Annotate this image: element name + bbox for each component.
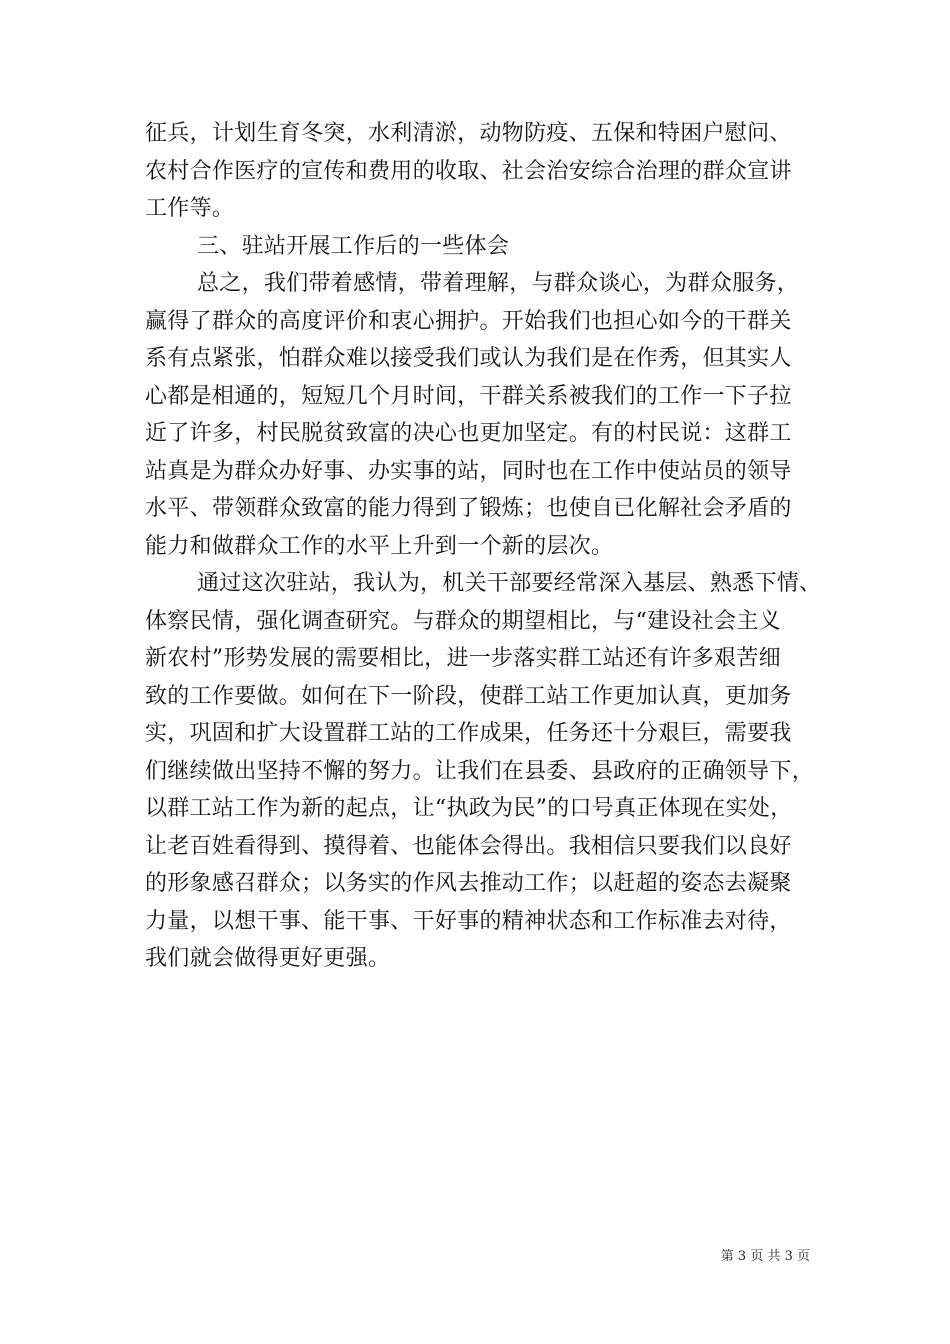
text-line: 心都是相通的，短短几个月时间，干群关系被我们的工作一下子拉: [145, 383, 792, 409]
text-line: 们继续做出坚持不懈的努力。让我们在县委、县政府的正确领导下，: [145, 758, 815, 784]
text-line: 实，巩固和扩大设置群工站的工作成果，任务还十分艰巨，需要我: [145, 721, 792, 746]
text-line: 力量，以想干事、能干事、干好事的精神状态和工作标准去对待，: [145, 908, 792, 934]
text-line: 系有点紧张，怕群众难以接受我们或认为我们是在作秀，但其实人: [145, 346, 792, 371]
page-number: 第 3 页 共 3 页: [720, 1249, 810, 1264]
paragraph-start: 通过这次驻站，我认为，机关干部要经常深入基层、熟悉下情、: [197, 571, 822, 596]
text-line: 赢得了群众的高度评价和衷心拥护。开始我们也担心如今的干群关: [145, 308, 792, 334]
text-line: 能力和做群众工作的水平上升到一个新的层次。: [145, 533, 614, 559]
document-body: [145, 115, 822, 978]
section-heading: 三、驻站开展工作后的一些体会: [197, 233, 510, 259]
text-line: 新农村”形势发展的需要相比，进一步落实群工站还有许多艰苦细: [145, 646, 781, 671]
text-line: 致的工作要做。如何在下一阶段，使群工站工作更加认真，更加务: [145, 683, 792, 709]
text-line: 体察民情，强化调查研究。与群众的期望相比，与“建设社会主义: [145, 608, 781, 634]
text-line: 让老百姓看得到、摸得着、也能体会得出。我相信只要我们以良好: [145, 833, 792, 859]
text-line: 以群工站工作为新的起点，让“执政为民”的口号真正体现在实处，: [145, 796, 793, 821]
text-line: 农村合作医疗的宣传和费用的收取、社会治安综合治理的群众宣讲: [145, 158, 792, 184]
text-line: 征兵，计划生育冬突，水利清淤，动物防疫、五保和特困户慰问、: [145, 121, 792, 146]
text-line: 的形象感召群众；以务实的作风去推动工作；以赶超的姿态去凝聚: [145, 871, 792, 896]
text-line: 我们就会做得更好更强。: [145, 946, 391, 971]
text-line: 工作等。: [145, 196, 235, 221]
text-line: 站真是为群众办好事、办实事的站，同时也在工作中使站员的领导: [145, 458, 792, 484]
text-line: 近了许多，村民脱贫致富的决心也更加坚定。有的村民说：这群工: [145, 421, 792, 446]
text-line: 水平、带领群众致富的能力得到了锻炼；也使自已化解社会矛盾的: [145, 496, 792, 521]
paragraph-start: 总之，我们带着感情，带着理解，与群众谈心，为群众服务，: [197, 271, 800, 296]
